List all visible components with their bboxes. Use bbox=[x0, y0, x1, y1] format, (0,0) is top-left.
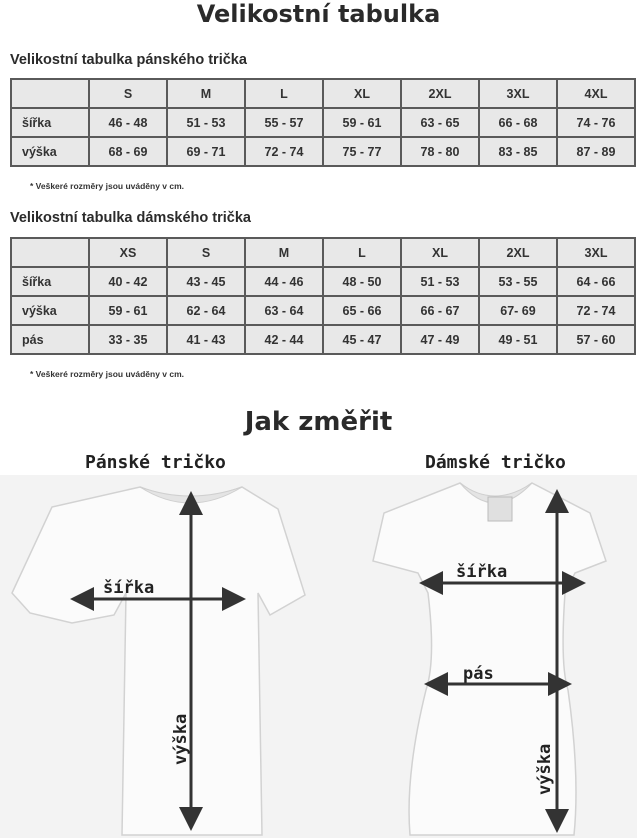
size-header-cell: 3XL bbox=[557, 238, 635, 267]
size-header-cell: S bbox=[89, 79, 167, 108]
men-size-table bbox=[10, 78, 636, 167]
men-width-label: šířka bbox=[103, 578, 155, 598]
size-header-cell: M bbox=[167, 79, 245, 108]
table-row bbox=[11, 108, 635, 137]
women-shirt-title: Dámské tričko bbox=[425, 452, 566, 473]
row-label-cell: pás bbox=[11, 325, 89, 354]
measurement-cell: 45 - 47 bbox=[323, 325, 401, 354]
men-shirt-title: Pánské tričko bbox=[85, 452, 226, 473]
size-header-cell: XL bbox=[323, 79, 401, 108]
measurement-cell: 46 - 48 bbox=[89, 108, 167, 137]
measurement-cell: 72 - 74 bbox=[245, 137, 323, 166]
size-header-cell: 3XL bbox=[479, 79, 557, 108]
measurement-cell: 67- 69 bbox=[479, 296, 557, 325]
table-row bbox=[11, 137, 635, 166]
measurement-cell: 83 - 85 bbox=[479, 137, 557, 166]
measurement-cell: 57 - 60 bbox=[557, 325, 635, 354]
measurement-cell: 63 - 64 bbox=[245, 296, 323, 325]
size-header-cell: XS bbox=[89, 238, 167, 267]
row-label-cell: výška bbox=[11, 296, 89, 325]
header-corner-cell bbox=[11, 238, 89, 267]
size-header-cell: 2XL bbox=[479, 238, 557, 267]
measurement-cell: 59 - 61 bbox=[323, 108, 401, 137]
measurement-cell: 42 - 44 bbox=[245, 325, 323, 354]
measurement-cell: 72 - 74 bbox=[557, 296, 635, 325]
women-width-label: šířka bbox=[456, 562, 508, 582]
measurement-cell: 59 - 61 bbox=[89, 296, 167, 325]
measurement-cell: 53 - 55 bbox=[479, 267, 557, 296]
measurement-cell: 47 - 49 bbox=[401, 325, 479, 354]
size-header-cell: S bbox=[167, 238, 245, 267]
measurement-cell: 66 - 67 bbox=[401, 296, 479, 325]
table-row bbox=[11, 325, 635, 354]
size-header-row bbox=[11, 238, 635, 267]
measurement-cell: 75 - 77 bbox=[323, 137, 401, 166]
measurement-cell: 48 - 50 bbox=[323, 267, 401, 296]
measurement-cell: 40 - 42 bbox=[89, 267, 167, 296]
measurement-cell: 49 - 51 bbox=[479, 325, 557, 354]
row-label-cell: šířka bbox=[11, 108, 89, 137]
page-title: Velikostní tabulka bbox=[196, 0, 441, 28]
size-header-cell: 4XL bbox=[557, 79, 635, 108]
measurement-cell: 65 - 66 bbox=[323, 296, 401, 325]
size-header-cell: 2XL bbox=[401, 79, 479, 108]
measurement-cell: 74 - 76 bbox=[557, 108, 635, 137]
measurement-cell: 69 - 71 bbox=[167, 137, 245, 166]
women-table-title: Velikostní tabulka dámského trička bbox=[10, 210, 251, 226]
measurement-cell: 87 - 89 bbox=[557, 137, 635, 166]
men-height-label: výška bbox=[171, 713, 191, 765]
size-header-cell: L bbox=[323, 238, 401, 267]
size-header-cell: L bbox=[245, 79, 323, 108]
table-row bbox=[11, 296, 635, 325]
women-waist-label: pás bbox=[463, 664, 494, 684]
measurement-cell: 66 - 68 bbox=[479, 108, 557, 137]
how-to-measure-title: Jak změřit bbox=[244, 407, 393, 437]
row-label-cell: výška bbox=[11, 137, 89, 166]
measurement-cell: 33 - 35 bbox=[89, 325, 167, 354]
measurement-cell: 63 - 65 bbox=[401, 108, 479, 137]
header-corner-cell bbox=[11, 79, 89, 108]
measurement-cell: 43 - 45 bbox=[167, 267, 245, 296]
table-row bbox=[11, 267, 635, 296]
size-header-cell: M bbox=[245, 238, 323, 267]
measurement-cell: 51 - 53 bbox=[167, 108, 245, 137]
measurement-illustration bbox=[0, 475, 637, 838]
measurement-cell: 44 - 46 bbox=[245, 267, 323, 296]
measurement-cell: 68 - 69 bbox=[89, 137, 167, 166]
measurement-cell: 41 - 43 bbox=[167, 325, 245, 354]
women-table-note: * Veškeré rozměry jsou uváděny v cm. bbox=[30, 369, 185, 379]
measurement-cell: 55 - 57 bbox=[245, 108, 323, 137]
women-size-table bbox=[10, 237, 636, 355]
women-height-label: výška bbox=[535, 743, 555, 795]
measurement-cell: 64 - 66 bbox=[557, 267, 635, 296]
row-label-cell: šířka bbox=[11, 267, 89, 296]
size-header-cell: XL bbox=[401, 238, 479, 267]
men-table-title: Velikostní tabulka pánského trička bbox=[10, 52, 247, 68]
measurement-cell: 51 - 53 bbox=[401, 267, 479, 296]
measurement-cell: 62 - 64 bbox=[167, 296, 245, 325]
men-table-note: * Veškeré rozměry jsou uváděny v cm. bbox=[30, 181, 185, 191]
size-header-row bbox=[11, 79, 635, 108]
measurement-cell: 78 - 80 bbox=[401, 137, 479, 166]
